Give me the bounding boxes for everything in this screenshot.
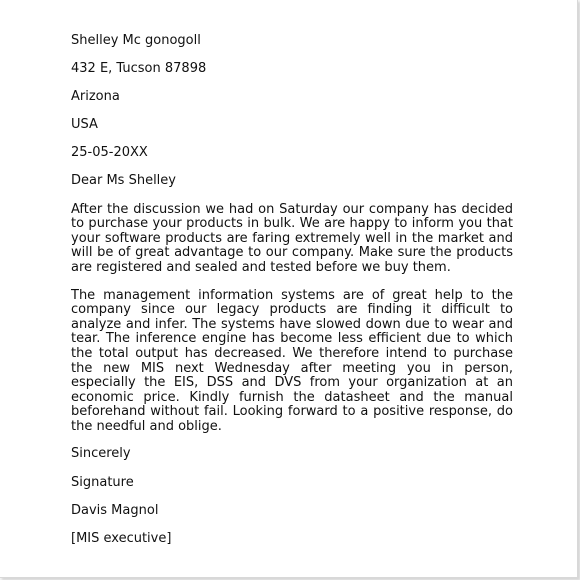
closing: Sincerely xyxy=(71,446,131,462)
sender-name: Shelley Mc gonogoll xyxy=(71,33,201,48)
letter-body xyxy=(71,34,513,560)
letter-date: 25-05-20XX xyxy=(71,145,148,161)
signatory-title: [MIS executive] xyxy=(71,530,172,546)
salutation: Dear Ms Shelley xyxy=(71,173,176,189)
sender-address: 432 E, Tucson 87898 xyxy=(71,61,207,77)
signature-label: Signature xyxy=(71,474,134,490)
body-paragraph: The management information systems are of great help to the company since our legacy products are finding it difficult to analyze and infer. The systems have slowed down due to wear and tear. The inference engine has become less efficient due to which the total output has decreased. We therefore intend to purchase the new MIS next Wednesday after meeting you in person, especially the EIS, DSS and DVS from your organization at an economic price. Kindly furnish the datasheet and the manual beforehand without fail. Looking forward to a positive response, do the needful and oblige. xyxy=(71,287,513,434)
signatory-name: Davis Magnol xyxy=(71,502,159,518)
sender-country: USA xyxy=(71,117,98,133)
body-paragraph: After the discussion we had on Saturday our company has decided to purchase your products in bulk. We are happy to inform you that your software products are faring extremely well in the market and will be of great advantage to our company. Make sure the products are registered and sealed and tested before we buy them. xyxy=(71,201,513,275)
sender-state: Arizona xyxy=(71,89,120,105)
